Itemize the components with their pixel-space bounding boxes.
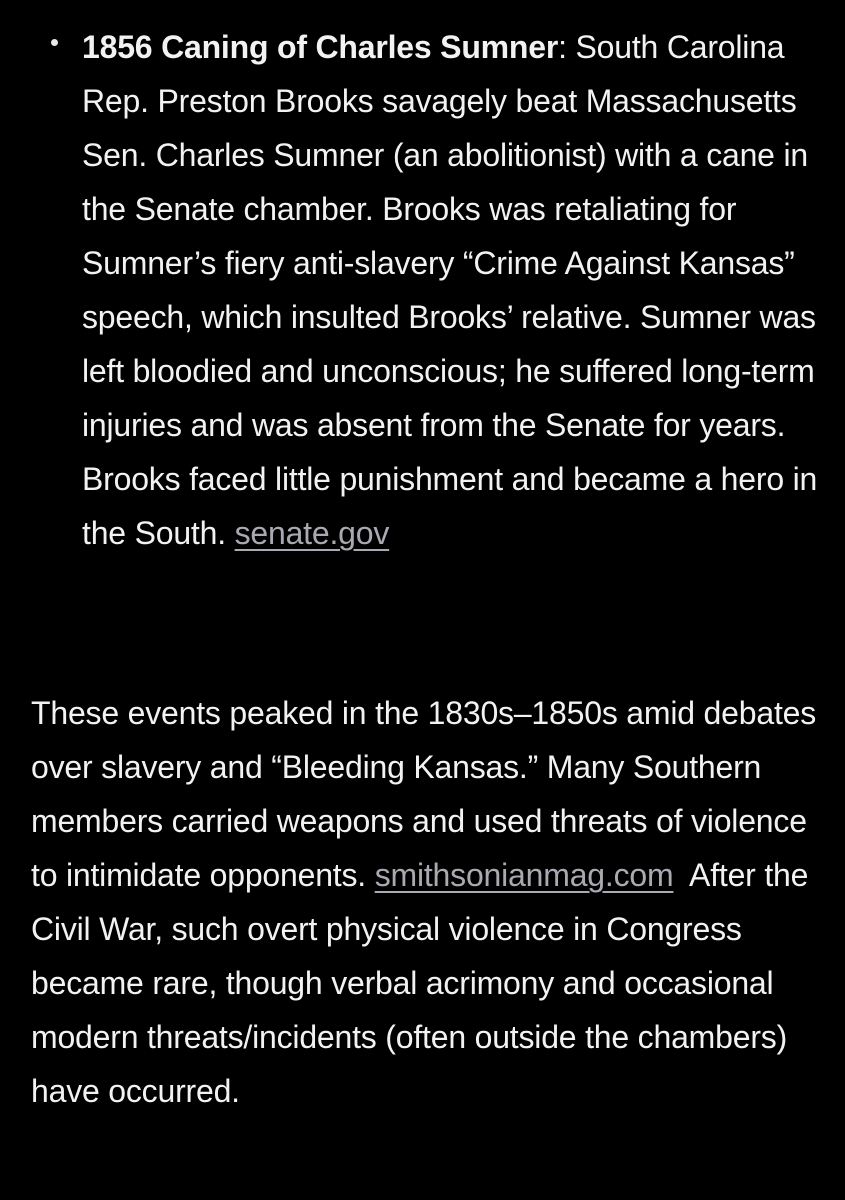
list-item-title: 1856 Caning of Charles Sumner (82, 29, 559, 65)
summary-paragraph (31, 686, 831, 1118)
source-link-smithsonian[interactable]: smithsonianmag.com (374, 857, 674, 893)
list-item-body: South Carolina Rep. Preston Brooks savagely beat Massachusetts Sen. Charles Sumner (an abolitionist) with a cane in the Senate chamber. Brooks was retaliating for Sumner’s fiery anti-slavery “Crime Against Kansas” speech, which insulted Brooks’ relative. Sumner was left bloodied and unconscious; he suffered long-term injuries and was absent from the Senate for years. Brooks faced little punishment and became a hero in the South. (82, 29, 818, 551)
list-item-text (82, 20, 822, 560)
bullet-point-icon (51, 39, 58, 46)
source-link-senate[interactable]: senate.gov (234, 515, 390, 551)
paragraph-text-start: These events peaked in the 1830s–1850s amid debates over slavery and “Bleeding Kansas.” Many Southern members carried weapons and used threats of violence to intimidate opponents. (31, 695, 817, 893)
title-separator: : (558, 29, 567, 65)
paragraph-text-end: After the Civil War, such overt physical violence in Congress became rare, though verbal acrimony and occasional modern threats/incidents (often outside the chambers) have occurred. (31, 857, 817, 1109)
